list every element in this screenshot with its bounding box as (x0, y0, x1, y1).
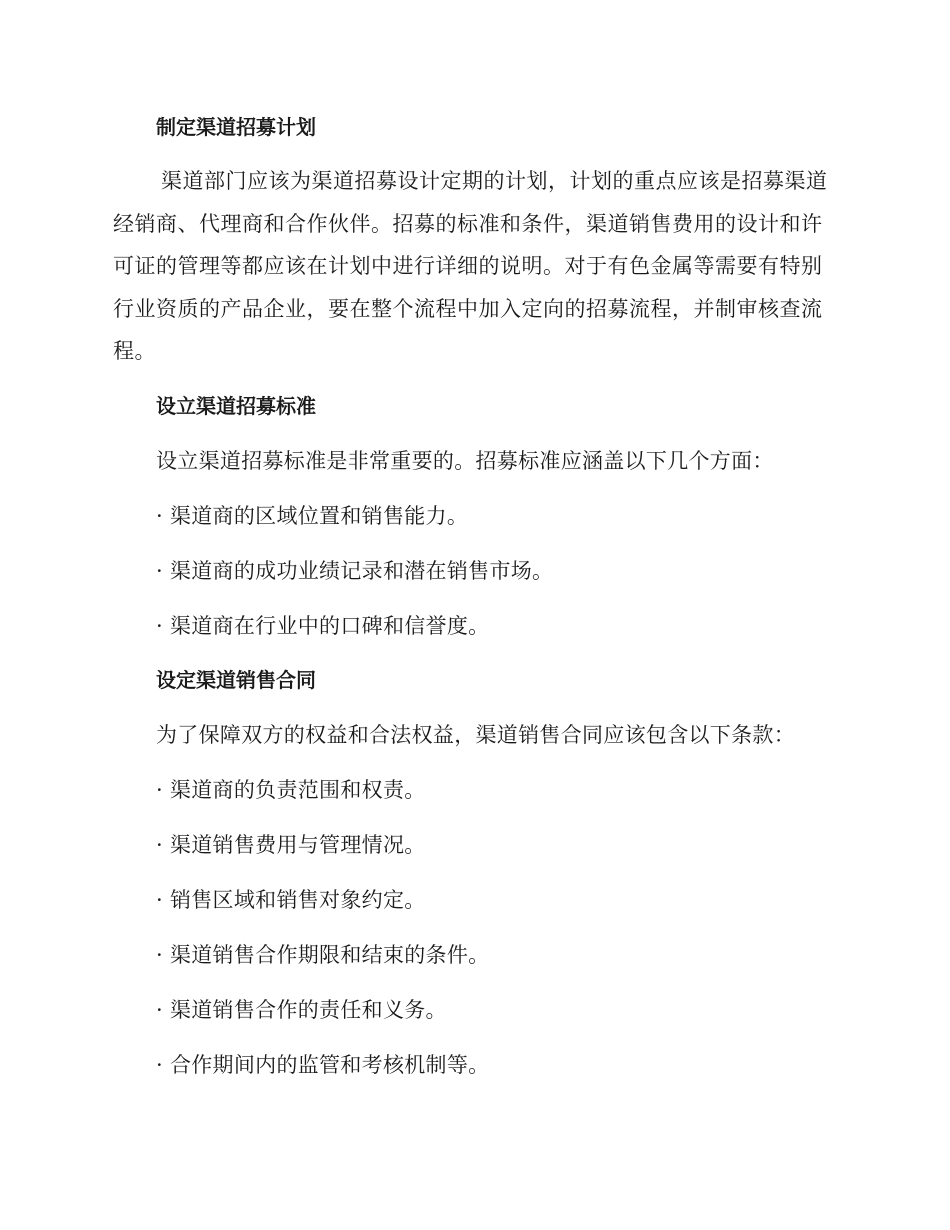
paragraph-text: 渠道部门应该为渠道招募设计定期的计划，计划的重点应该是招募渠道经销商、代理商和合作伙伴。招募的标准和条件，渠道销售费用的设计和许可证的管理等都应该在计划中进行详细的说明。对于有色金属等需要有特别行业资质的产品企业，要在整个流程中加入定向的招募流程，并制审核查流程。 (113, 169, 828, 363)
list-item: · 渠道销售合作的责任和义务。 (156, 998, 447, 1022)
section-heading-recruitment-standards: 设立渠道招募标准 (156, 394, 316, 418)
section-heading-recruitment-plan: 制定渠道招募计划 (156, 115, 316, 139)
section-intro-sales-contract: 为了保障双方的权益和合法权益，渠道销售合同应该包含以下条款： (156, 723, 795, 747)
list-item: · 销售区域和销售对象约定。 (156, 888, 426, 912)
section-heading-sales-contract: 设定渠道销售合同 (156, 668, 316, 692)
list-item: · 渠道商的负责范围和权责。 (156, 778, 426, 802)
list-item: · 渠道商的区域位置和销售能力。 (156, 504, 469, 528)
list-item: · 渠道商在行业中的口碑和信誉度。 (156, 614, 490, 638)
list-item: · 渠道销售费用与管理情况。 (156, 833, 426, 857)
list-item: · 渠道销售合作期限和结束的条件。 (156, 943, 490, 967)
list-item: · 合作期间内的监管和考核机制等。 (156, 1053, 490, 1077)
section-paragraph-recruitment-plan (113, 160, 838, 373)
section-intro-recruitment-standards: 设立渠道招募标准是非常重要的。招募标准应涵盖以下几个方面： (156, 449, 774, 473)
list-item: · 渠道商的成功业绩记录和潜在销售市场。 (156, 559, 554, 583)
